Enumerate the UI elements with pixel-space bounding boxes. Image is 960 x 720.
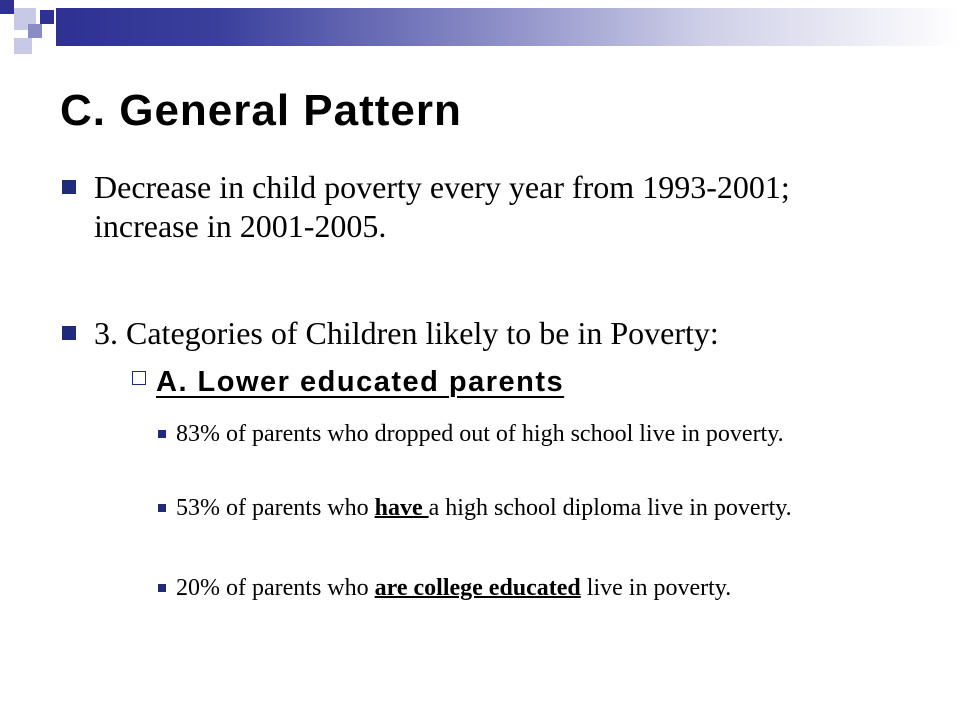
sub-bullet-post: a high school diploma live in poverty. — [428, 495, 792, 521]
sub-bullet-item-3 — [158, 574, 918, 603]
square-bullet-icon — [62, 326, 76, 340]
subheading — [132, 366, 564, 399]
sub-bullet-item-2 — [158, 494, 918, 523]
sub-bullet-text — [176, 574, 918, 603]
bullet-text: 3. Categories of Children likely to be in Poverty: — [94, 315, 719, 351]
bullet-text: Decrease in child poverty every year from 1993-2001; increase in 2001-2005. — [94, 169, 790, 244]
sub-bullet-pre: 20% of parents who — [176, 575, 375, 601]
header-gradient-band — [56, 8, 960, 46]
deco-square-navy — [0, 0, 14, 14]
sub-bullet-text — [176, 494, 918, 523]
sub-bullet-emphasis: are college educated — [374, 575, 581, 601]
hollow-square-bullet-icon — [132, 371, 146, 385]
sub-bullet-emphasis: have — [374, 495, 429, 521]
deco-square-mid — [28, 24, 42, 38]
slide-title: C. General Pattern — [60, 86, 462, 135]
sub-bullet-text: 83% of parents who dropped out of high school live in poverty. — [176, 421, 784, 447]
sub-bullet-pre: 53% of parents who — [176, 495, 375, 521]
sub-bullet-item-1 — [158, 420, 918, 449]
deco-square-lavender — [14, 38, 32, 54]
square-bullet-icon — [62, 180, 76, 194]
small-square-bullet-icon — [158, 504, 166, 512]
bullet-item-1 — [60, 168, 900, 246]
subheading-label: A. Lower educated parents — [156, 366, 565, 398]
deco-square-navy-2 — [40, 10, 54, 24]
bullet-item-2 — [60, 314, 900, 353]
small-square-bullet-icon — [158, 584, 166, 592]
small-square-bullet-icon — [158, 430, 166, 438]
sub-bullet-post: live in poverty. — [580, 575, 732, 601]
header-decoration — [0, 0, 960, 60]
